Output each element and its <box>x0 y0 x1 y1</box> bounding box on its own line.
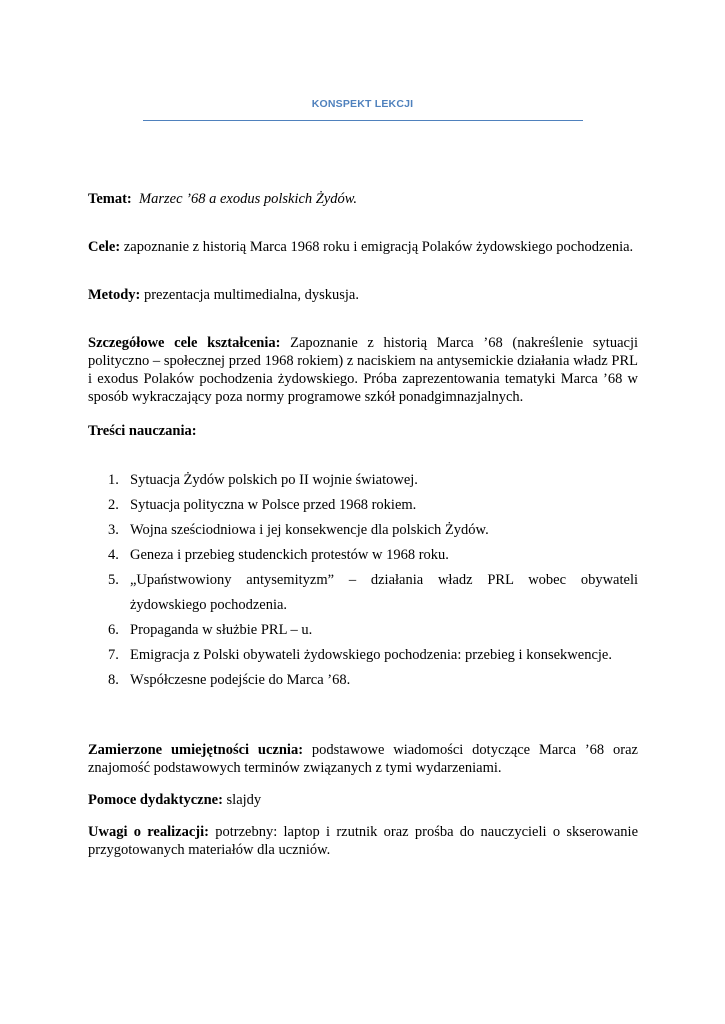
list-item-text: Propaganda w służbie PRL – u. <box>130 622 313 638</box>
aids-label: Pomoce dydaktyczne: <box>88 792 223 808</box>
skills-value: podstawowe wiadomości dotyczące Marca ’68 oraz znajomość podstawowych terminów związanych z tymi wydarzeniami. <box>88 742 638 776</box>
list-item <box>88 643 638 668</box>
topic-paragraph <box>88 190 638 208</box>
list-item-number: 4. <box>108 547 119 563</box>
notes-label: Uwagi o realizacji: <box>88 824 209 840</box>
content-heading-paragraph <box>88 422 638 440</box>
list-item-text: „Upaństwowiony antysemityzm” – działania władz PRL wobec obywateli <box>130 572 638 588</box>
topic-label: Temat: <box>88 191 132 207</box>
list-item-number: 6. <box>108 622 119 638</box>
aids-value: slajdy <box>226 792 262 808</box>
document-header-title: KONSPEKT LEKCJI <box>311 98 414 110</box>
topic-value: Marzec ’68 a exodus polskich Żydów. <box>139 191 358 207</box>
list-item-number: 5. <box>108 572 119 588</box>
list-item-text: Sytuacja polityczna w Polsce przed 1968 rokiem. <box>130 497 417 513</box>
list-item <box>88 468 638 493</box>
list-item <box>88 493 638 518</box>
content-heading: Treści nauczania: <box>88 423 197 439</box>
list-item-text: Sytuacja Żydów polskich po II wojnie światowej. <box>130 472 418 488</box>
content-list <box>88 468 638 693</box>
detailed-goals-paragraph <box>88 334 638 406</box>
detailed-goals-value: Zapoznanie z historią Marca ’68 (nakreślenie sytuacji polityczno – społecznej przed 1968 rokiem) z naciskiem na antysemickie działania władz PRL i exodus Polaków pochodzenia żydowskiego. Próba zaprezentowania tematyki Marca ’68 w sposób wykraczający poza normy programowe szkół ponadgimnazjalnych. <box>88 335 639 405</box>
list-item <box>88 518 638 543</box>
skills-paragraph <box>88 741 638 777</box>
methods-value: prezentacja multimedialna, dyskusja. <box>143 287 359 303</box>
detailed-goals-label: Szczegółowe cele kształcenia: <box>88 335 281 351</box>
goals-value: zapoznanie z historią Marca 1968 roku i emigracją Polaków żydowskiego pochodzenia. <box>123 239 634 255</box>
list-item-text-continuation: żydowskiego pochodzenia. <box>130 597 288 613</box>
list-item-number: 1. <box>108 472 119 488</box>
list-item-number: 8. <box>108 672 119 688</box>
list-item <box>88 543 638 568</box>
aids-paragraph <box>88 791 638 809</box>
list-item-number: 7. <box>108 647 119 663</box>
goals-paragraph <box>88 238 638 256</box>
methods-paragraph <box>88 286 638 304</box>
list-item-text: Wojna sześciodniowa i jej konsekwencje dla polskich Żydów. <box>130 522 489 538</box>
header-divider <box>143 120 583 121</box>
list-item <box>88 568 638 618</box>
notes-paragraph <box>88 823 638 859</box>
notes-value: potrzebny: laptop i rzutnik oraz prośba do nauczycieli o skserowanie przygotowanych materiałów dla uczniów. <box>88 824 638 858</box>
goals-label: Cele: <box>88 239 121 255</box>
lesson-plan-body <box>88 190 638 859</box>
list-item-text: Geneza i przebieg studenckich protestów w 1968 roku. <box>130 547 449 563</box>
list-item <box>88 668 638 693</box>
list-item-number: 2. <box>108 497 119 513</box>
list-item <box>88 618 638 643</box>
list-item-number: 3. <box>108 522 119 538</box>
skills-label: Zamierzone umiejętności ucznia: <box>88 742 304 758</box>
methods-label: Metody: <box>88 287 141 303</box>
list-item-text: Emigracja z Polski obywateli żydowskiego pochodzenia: przebieg i konsekwencje. <box>130 647 612 663</box>
list-item-text: Współczesne podejście do Marca ’68. <box>130 672 351 688</box>
